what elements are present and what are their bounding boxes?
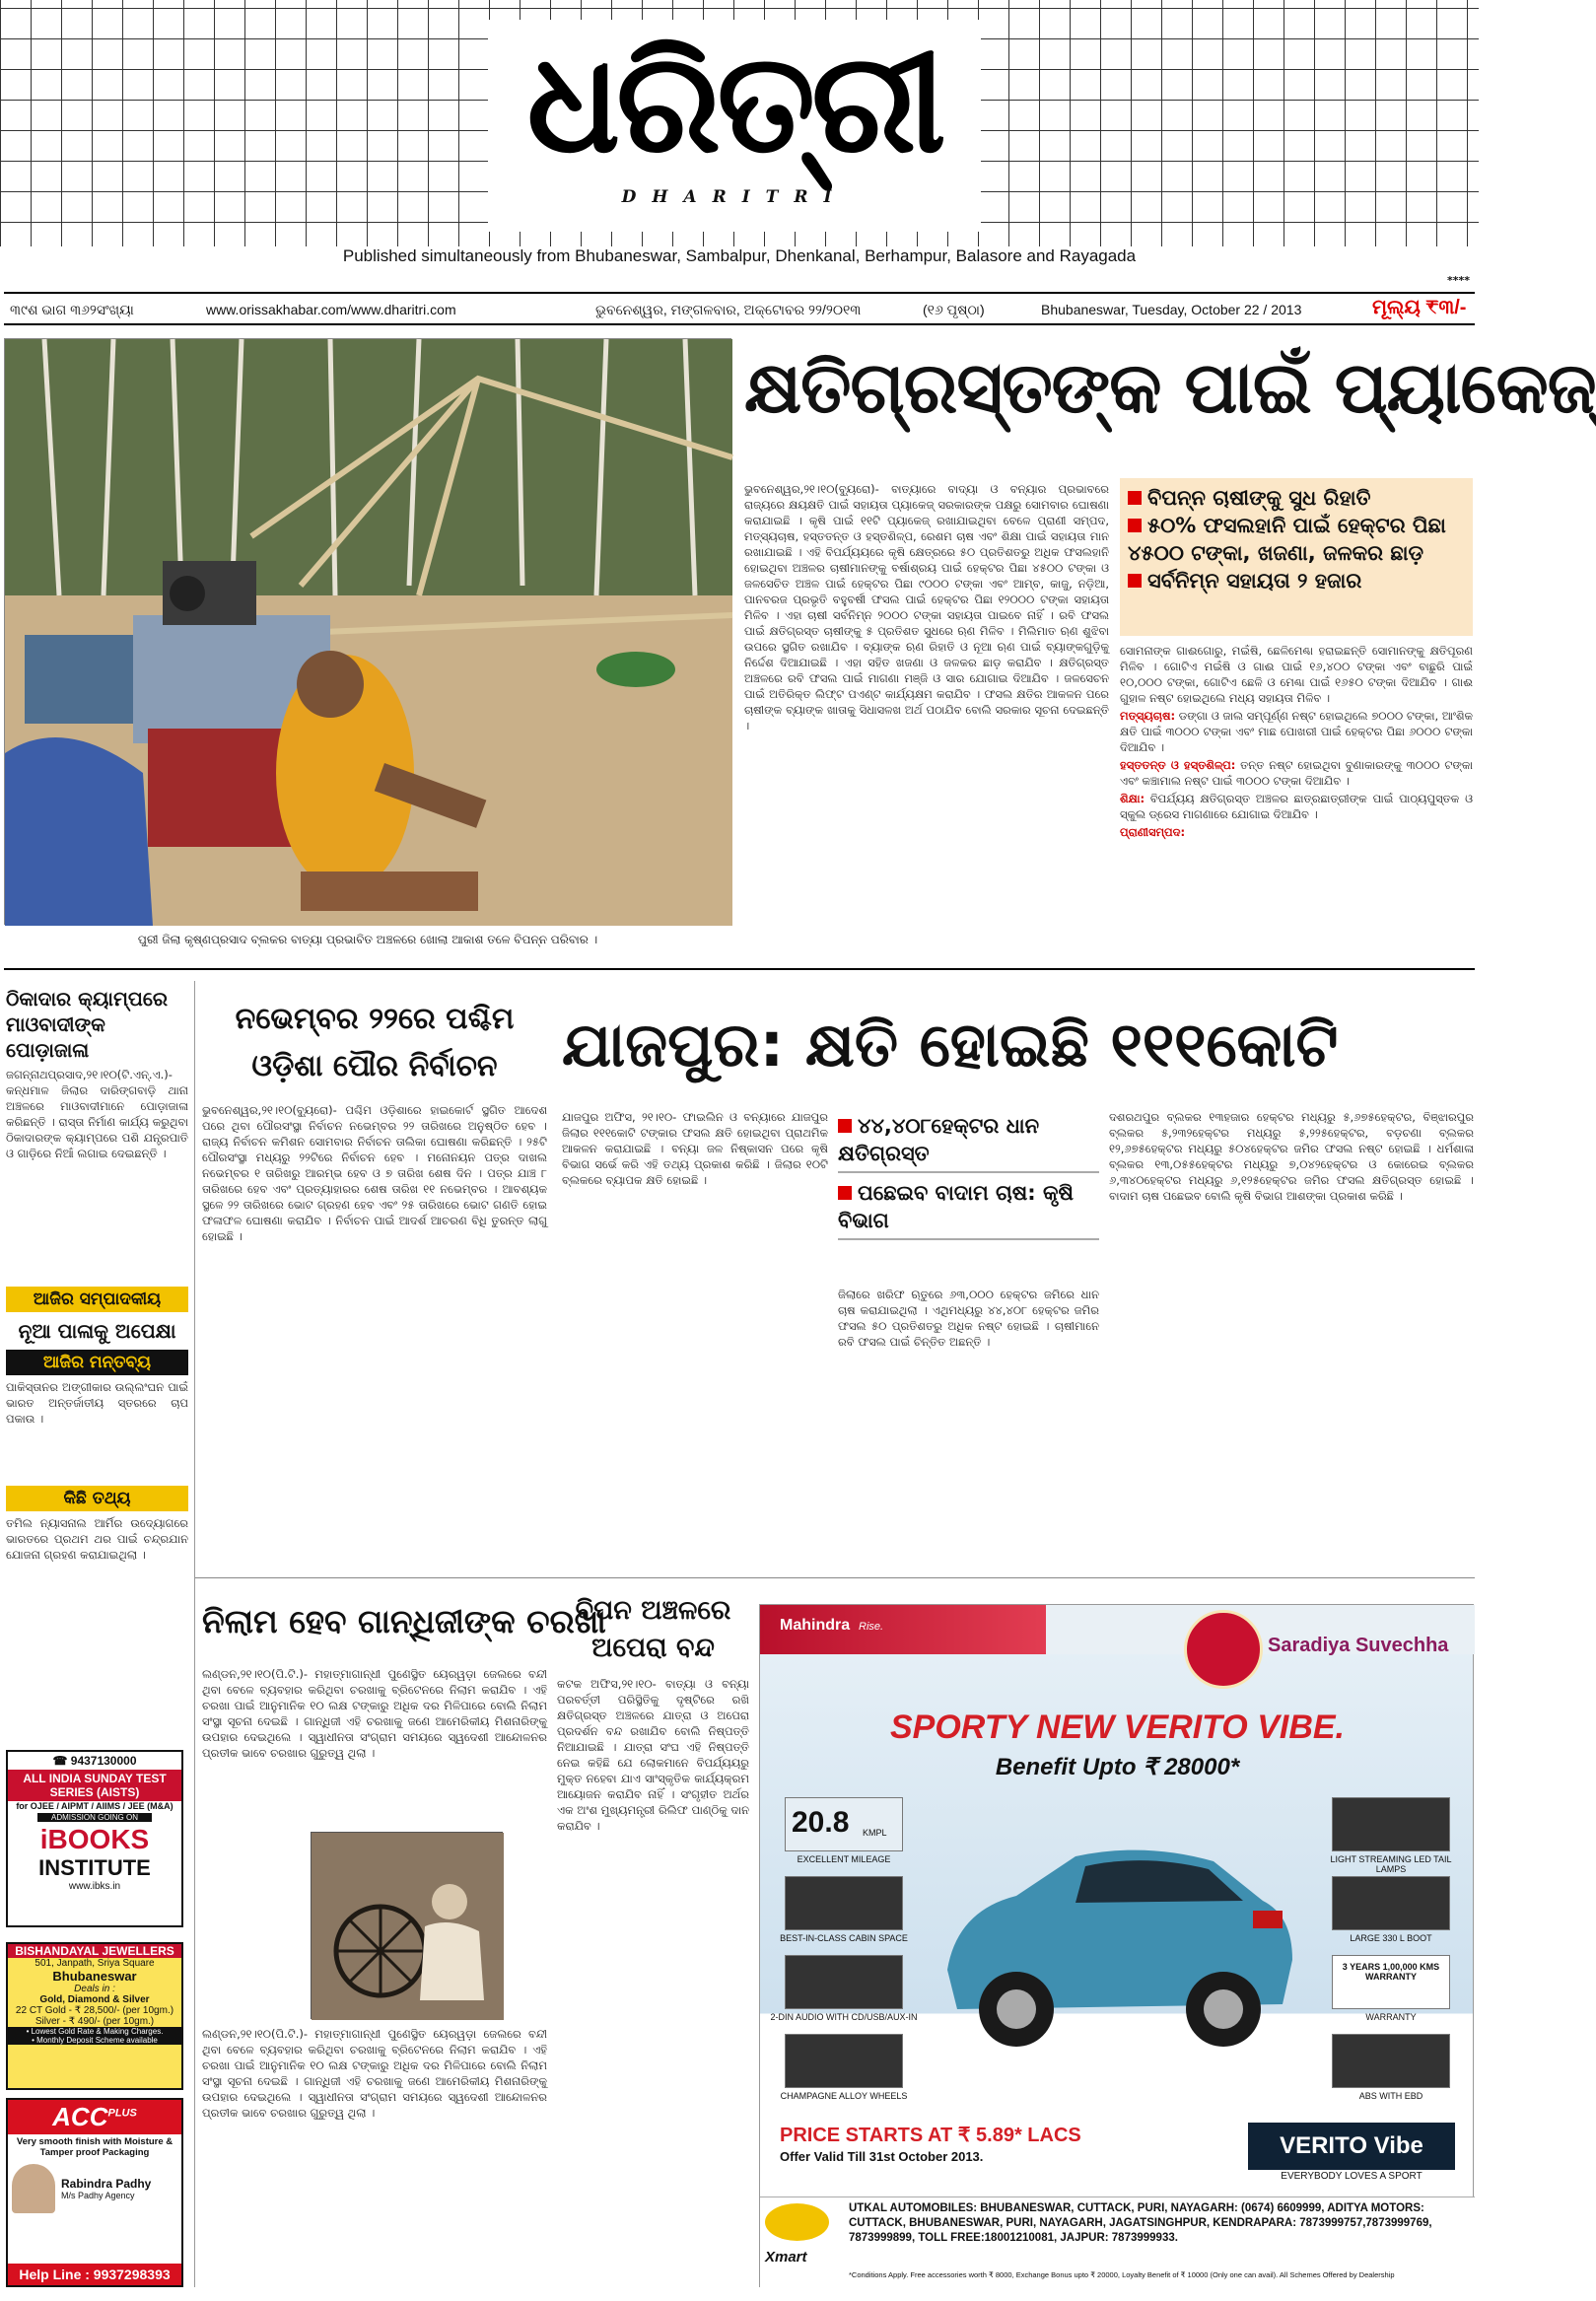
left-column xyxy=(6,986,188,1614)
jajpur-highlights xyxy=(838,1112,1099,1240)
highlight-item: ବିପନ୍ନ ଚାଷୀଙ୍କୁ ସୁଧ ରିହାତି xyxy=(1128,484,1465,512)
audio-tile xyxy=(785,1955,903,2009)
red-square-icon xyxy=(838,1119,852,1133)
section-rule xyxy=(195,1577,1475,1578)
lead-highlights xyxy=(1120,478,1473,636)
verito-tagline: EVERYBODY LOVES A SPORT xyxy=(1281,2171,1423,2182)
silver-rate: Silver - ₹ 490/- (per 10gm.) xyxy=(35,2016,155,2027)
agent-role: M/s Padhy Agency xyxy=(61,2191,135,2200)
abs-tile xyxy=(1332,2034,1450,2088)
highlight-item: ୪୪,୪୦୮ହେକ୍ଟର ଧାନ କ୍ଷତିଗ୍ରସ୍ତ xyxy=(838,1112,1099,1173)
xmart-logo: Xmart xyxy=(765,2249,807,2266)
lead-photo[interactable] xyxy=(4,338,731,925)
red-square-icon xyxy=(1128,491,1142,505)
published-line: Published simultaneously from Bhubaneswar, Sambalpur, Dhenkanal, Berhampur, Balasore and Rayagada xyxy=(342,246,1137,265)
jajpur-headline[interactable]: ଯାଜପୁର: କ୍ଷତି ହୋଇଛି ୧୧୧କୋଟି xyxy=(562,1009,1339,1081)
feature-label: EXCELLENT MILEAGE xyxy=(797,1854,891,1864)
ibooks-institute: INSTITUTE xyxy=(38,1855,151,1880)
mahindra-logo: Mahindra xyxy=(780,1617,851,1634)
cover-price: ମୂଲ୍ୟ ₹୩/- xyxy=(1372,297,1467,318)
red-square-icon xyxy=(1128,519,1142,532)
feature-label: WARRANTY xyxy=(1365,2012,1417,2022)
column-divider xyxy=(194,981,195,2287)
dealer-list: UTKAL AUTOMOBILES: BHUBANESWAR, CUTTACK, PURI, NAYAGARH: (0674) 6609999, ADITYA MOTORS: CUTTACK, BHUBANESWAR, PURI, NAYAGARH, JAGATSINGHPUR, KENDRAPARA: 7873999757,7873999769, 7873999899, TOLL FREE:18001210081, JAJPUR: 7873999933. xyxy=(849,2202,1432,2244)
mileage-unit: KMPL xyxy=(863,1828,887,1838)
ibooks-series: ALL INDIA SUNDAY TEST SERIES (AISTS) xyxy=(8,1770,181,1801)
ad-offer: Offer Valid Till 31st October 2013. xyxy=(780,2149,984,2164)
mahindra-advertisement[interactable] xyxy=(759,1604,1474,2287)
ibooks-web: www.ibks.in xyxy=(68,1881,121,1892)
poll-body: ଭୁବନେଶ୍ୱର,୨୧।୧୦(ବ୍ୟୁରୋ)- ପଶ୍ଚିମ ଓଡ଼ିଶାରେ ହାଇକୋର୍ଟ ସ୍ଥଗିତ ଆଦେଶ ପରେ ଥିବା ପୌରସଂସ୍ଥା ନିର୍ବାଚନ ନଭେମ୍ବର ୨୨ ତାରିଖରେ ଅନୁଷ୍ଠିତ ହେବ । ରାଜ୍ୟ ନିର୍ବାଚନ କମିଶନ ସୋମବାର ନିର୍ବାଚନ ତାଲିକା ଘୋଷଣା କରିଛନ୍ତି । ୨୫ଟି ପୌରସଂସ୍ଥା ମଧ୍ୟରୁ ୨୨ଟିରେ ନିର୍ବାଚନ ହେବ । ମନୋନୟନ ପତ୍ର ଦାଖଲ ନଭେମ୍ବର ୧ ତାରିଖରୁ ଆରମ୍ଭ ହେବ ଓ ୭ ତାରିଖ ଶେଷ ଦିନ । ପତ୍ର ଯାଞ୍ଚ ୮ ତାରିଖରେ ହେବ ଏବଂ ପ୍ରତ୍ୟାହାରର ଶେଷ ତାରିଖ ୧୧ ନଭେମ୍ବର । ଆବଶ୍ୟକ ସ୍ଥଳେ ୨୨ ତାରିଖରେ ଭୋଟ ଗ୍ରହଣ ହେବ ଏବଂ ୨୫ ତାରିଖରେ ଭୋଟ ଗଣତି ହୋଇ ଫଳାଫଳ ଘୋଷଣା କରାଯିବ । ନିର୍ବାଚନ ପାଇଁ ଆଦର୍ଶ ଆଚରଣ ବିଧି ତୁରନ୍ତ ଲାଗୁ ହୋଇଛି । xyxy=(202,1103,547,1243)
gandhi-body-top: ଲଣ୍ଡନ,୨୧।୧୦(ପି.ଟି.)- ମହାତ୍ମାଗାନ୍ଧୀ ପୁଣେସ୍ଥିତ ୟେରୱଡ଼ା ଜେଲରେ ବନ୍ଦୀ ଥିବା ବେଳେ ବ୍ୟବହାର କରିଥିବା ଚରଖାକୁ ବ୍ରିଟେନରେ ନିଲାମ କରାଯିବ । ଏହି ଚରଖା ପାଇଁ ଆନୁମାନିକ ୧୦ ଲକ୍ଷ ଟଙ୍କାରୁ ଅଧିକ ଦର ମିଳିପାରେ ବୋଲି ନିଲାମ ସଂସ୍ଥା ସୂଚନା ଦେଇଛି । ଗାନ୍ଧିଜୀ ଏହି ଚରଖାକୁ ଜଣେ ଆମେରିକୀୟ ମିଶନାରିଙ୍କୁ ଉପହାର ଦେଇଥିଲେ । ସ୍ୱାଧୀନତା ସଂଗ୍ରାମ ସମୟରେ ସ୍ୱଦେଶୀ ଆନ୍ଦୋଳନର ପ୍ରତୀକ ଭାବେ ଚରଖାର ଗୁରୁତ୍ୱ ଥିଲା । xyxy=(202,1667,547,1760)
logo-latin: DHARITRI xyxy=(621,187,848,207)
keyword: ଶିକ୍ଷା: xyxy=(1120,792,1145,805)
tail-lamp-tile xyxy=(1332,1797,1450,1851)
acc-helpline: Help Line : 9937298393 xyxy=(8,2264,181,2285)
lead-body-col2 xyxy=(1120,643,1473,943)
maoist-headline[interactable]: ଠିକାଦାର କ୍ୟାମ୍ପରେ ମାଓବାଦୀଙ୍କ ପୋଡ଼ାଜାଳା xyxy=(6,987,169,1062)
gandhi-headline[interactable]: ନିଲାମ ହେବ ଗାନ୍ଧିଜୀଙ୍କ ଚରଖା xyxy=(202,1602,606,1640)
jewellers-name: BISHANDAYAL JEWELLERS xyxy=(8,1944,181,1958)
verito-logo: VERITO Vibe xyxy=(1248,2123,1455,2170)
feature-label: 2-DIN AUDIO WITH CD/USB/AUX-IN xyxy=(770,2012,918,2022)
comment-body: ପାକିସ୍ତାନର ଅଙ୍ଗୀକାର ଉଲ୍ଲଂଘନ ପାଇଁ ଭାରତ ଅନ୍ତର୍ଜାତୀୟ ସ୍ତରରେ ଚାପ ପକାଉ । xyxy=(6,1380,188,1426)
highlight-item: ପଛେଇବ ବାଦାମ ଚାଷ: କୃଷି ବିଭାଗ xyxy=(838,1179,1099,1240)
feature-label: LIGHT STREAMING LED TAIL LAMPS xyxy=(1330,1854,1452,1874)
jewellers-deals: Deals in : xyxy=(74,1984,115,1994)
ad-benefit: Benefit Upto ₹ 28000* xyxy=(995,1754,1240,1780)
website-link[interactable]: www.orissakhabar.com/www.dharitri.com xyxy=(206,302,456,317)
odia-date: ଭୁବନେଶ୍ୱର, ମଙ୍ଗଳବାର, ଅକ୍ଟୋବର ୨୨/୨୦୧୩ xyxy=(595,302,862,317)
poll-headline[interactable]: ନଭେମ୍ବର ୨୨ରେ ପଶ୍ଚିମ ଓଡ଼ିଶା ପୌର ନିର୍ବାଚନ xyxy=(235,1002,515,1083)
ad-headline: SPORTY NEW VERITO VIBE. xyxy=(890,1708,1345,1746)
spinning-wheel-photo xyxy=(312,1833,504,2020)
ibooks-phone: ☎ 9437130000 xyxy=(52,1754,137,1768)
relief-body: କଟକ ଅଫିସ,୨୧।୧୦- ବାତ୍ୟା ଓ ବନ୍ୟା ପରବର୍ତ୍ତୀ ପରିସ୍ଥିତିକୁ ଦୃଷ୍ଟିରେ ରଖି କ୍ଷତିଗ୍ରସ୍ତ ଅଞ୍ଚଳରେ ଯାତ୍ରା ଓ ଅପେରା ପ୍ରଦର୍ଶନ ବନ୍ଦ ରଖାଯିବ ବୋଲି ନିଷ୍ପତ୍ତି ନିଆଯାଇଛି । ଯାତ୍ରା ସଂଘ ଏହି ନିଷ୍ପତ୍ତି ନେଇ କହିଛି ଯେ ଲୋକମାନେ ବିପର୍ଯ୍ୟୟରୁ ମୁକ୍ତ ନହେବା ଯାଏ ସାଂସ୍କୃତିକ କାର୍ଯ୍ୟକ୍ରମ ଆୟୋଜନ କରାଯିବ ନାହିଁ । ସଂଗୃହୀତ ଅର୍ଥର ଏକ ଅଂଶ ମୁଖ୍ୟମନ୍ତ୍ରୀ ରିଲିଫ ପାଣ୍ଠିକୁ ଦାନ କରାଯିବ । xyxy=(557,1677,749,1833)
red-square-icon xyxy=(1128,574,1142,588)
editorial-title[interactable]: ନୂଆ ପାଳାକୁ ଅପେକ୍ଷା xyxy=(18,1319,176,1343)
mileage-tile xyxy=(785,1797,903,1851)
maoist-body: ଜଗନ୍ନାଥପ୍ରସାଦ,୨୧।୧୦(ଟି.ଏନ୍.ଏ.)- କନ୍ଧମାଳ ଜିଲାର ଦାରିଙ୍ଗବାଡ଼ି ଥାନା ଅଞ୍ଚଳରେ ମାଓବାଦୀମାନେ ପୋଡ଼ାଜାଳା କରିଛନ୍ତି । ରାସ୍ତା ନିର୍ମାଣ କାର୍ଯ୍ୟ କରୁଥିବା ଠିକାଦାରଙ୍କ କ୍ୟାମ୍ପରେ ପଶି ଯନ୍ତ୍ରପାତି ଓ ଗାଡ଼ିରେ ନିଆଁ ଲଗାଇ ଦେଇଛନ୍ତି । xyxy=(6,1068,188,1160)
ad-fine-print: *Conditions Apply. Free accessories worth ₹ 8000, Exchange Bonus upto ₹ 20000, Loyalty Benefit of ₹ 10000 (Only one can avail). All Schemes Offered by Dealership xyxy=(849,2270,1395,2279)
gold-rate: 22 CT Gold - ₹ 28,500/- (per 10gm.) xyxy=(15,2005,174,2016)
jajpur-body-col3: ଦଶରଥପୁର ବ୍ଲକର ୧୩ହଜାର ହେକ୍ଟର ମଧ୍ୟରୁ ୫,୬୭୫ହେକ୍ଟର, ବିଞ୍ଝାରପୁର ବ୍ଲକର ୫,୨୩୨ହେକ୍ଟର ମଧ୍ୟରୁ ୫,୨୨୫ହେକ୍ଟର, ବଡ଼ଚଣା ବ୍ଲକର ୧୨,୬୭୫ହେକ୍ଟର ମଧ୍ୟରୁ ୫୦୪ହେକ୍ଟର ଜମିର ଫସଲ ନଷ୍ଟ ହୋଇଛି । ଧର୍ମଶାଳା ବ୍ଲକର ୧୩,୦୫୫ହେକ୍ଟର ମଧ୍ୟରୁ ୭,୦୪୨ହେକ୍ଟର ଓ କୋରେଇ ବ୍ଲକର ୬,୩୪୦ହେକ୍ଟର ମଧ୍ୟରୁ ୬,୧୨୫ହେକ୍ଟର ଜମିର ଫସଲ କ୍ଷତିଗ୍ରସ୍ତ ହୋଇଛି । ବାଦାମ ଚାଷ ପଛେଇବ ବୋଲି କୃଷି ବିଭାଗ ଆଶଙ୍କା ପ୍ରକାଶ କରିଛି । xyxy=(1109,1110,1474,1203)
car-image xyxy=(928,1802,1302,2058)
jewellers-address: 501, Janpath, Sriya Square xyxy=(35,1958,155,1969)
festive-medallion-icon xyxy=(1184,1610,1263,1689)
cabin-tile xyxy=(785,1876,903,1930)
keyword: ପ୍ରାଣୀସମ୍ପଦ: xyxy=(1120,825,1186,839)
editorial-tag: ଆଜିର ସମ୍ପାଦକୀୟ xyxy=(6,1287,188,1312)
jewellers-note: • Lowest Gold Rate & Making Charges. xyxy=(8,2027,181,2036)
jewellers-items: Gold, Diamond & Silver xyxy=(39,1994,150,2005)
feature-label: BEST-IN-CLASS CABIN SPACE xyxy=(780,1933,908,1943)
section-rule xyxy=(4,968,1475,970)
mileage-value: 20.8 xyxy=(792,1806,850,1839)
red-square-icon xyxy=(838,1186,852,1200)
highlight-item: ୫୦% ଫସଲହାନି ପାଇଁ ହେକ୍ଟର ପିଛା ୪୫୦୦ ଟଙ୍କା, ଖଜଣା, ଜଳକର ଛାଡ଼ xyxy=(1128,514,1446,565)
lead-body-text: ଭୁବନେଶ୍ୱର,୨୧।୧୦(ବ୍ୟୁରୋ)- ବାତ୍ୟାରେ ବାଦ୍ୟା ଓ ବନ୍ୟାର ପ୍ରଭାବରେ ରାଜ୍ୟରେ କ୍ଷୟକ୍ଷତି ପାଇଁ ସହାୟତା ପ୍ୟାକେଜ୍ ସରକାରଙ୍କ ପକ୍ଷରୁ ସୋମବାର ଘୋଷଣା କରାଯାଇଛି । କୃଷି ପାଇଁ ୧୧ଟି ପ୍ୟାକେଜ୍ ରଖାଯାଇଥିବା ବେଳେ ପ୍ରାଣୀ ସମ୍ପଦ, ମତ୍ସ୍ୟଚାଷ, ହସ୍ତତନ୍ତ ଓ ହସ୍ତଶିଳ୍ପ, ରେଶମ ଚାଷ ଏବଂ ଶିକ୍ଷା ପାଇଁ ସହାୟତା ମାନ ରଖାଯାଇଛି । ଏହି ବିପର୍ଯ୍ୟୟରେ କୃଷି କ୍ଷେତ୍ରରେ ୫୦ ପ୍ରତିଶତରୁ ଅଧିକ ଫସଲହାନି ହୋଇଥିବା ଅଞ୍ଚଳର ଚାଷୀମାନଙ୍କୁ ବର୍ଷାଶ୍ରୟ ପାଇଁ ହେକ୍ଟର ପିଛା ୪୫୦୦ ଟଙ୍କା ଓ ଜଳସେଚିତ ଅଞ୍ଚଳ ପାଇଁ ହେକ୍ଟର ପିଛା ୯୦୦୦ ଟଙ୍କା ଏବଂ ଆମ୍ବ, କାଜୁ, ନଡ଼ିଆ, ପାନବରଜ ପ୍ରଭୃତି ବହୁବର୍ଷୀ ଫସଲ ପାଇଁ ହେକ୍ଟର ପିଛା ୧୨୦୦୦ ଟଙ୍କା ସହାୟତା ମିଳିବ । ଏହା ଚାଷୀ ସର୍ବନିମ୍ନ ୨୦୦୦ ଟଙ୍କା ସହାୟତା ପାଇବେ ନାହିଁ । ରବି ଫସଲ ପାଇଁ କ୍ଷତିଗ୍ରସ୍ତ ଚାଷୀଙ୍କୁ ୫ ପ୍ରତିଶତ ସୁଧରେ ଋଣ ମିଳିବ । ମିଲିମାତ ଋଣ ଶୁଝିବା ଉପରେ ସ୍ଥଗିତ ରଖାଯିବ । ବ୍ୟାଙ୍କ ଋଣ ରିହାତି ଓ ନୂଆ ଋଣ ପାଇଁ ବ୍ୟାଙ୍କଗୁଡ଼ିକୁ ନିର୍ଦ୍ଦେଶ ଦିଆଯାଇଛି । ଏହା ସହିତ ଖଜଣା ଓ ଜଳକର ଛାଡ଼ କରାଯିବ । କ୍ଷତିଗ୍ରସ୍ତ ଅଞ୍ଚଳରେ ରବି ଫସଲ ପାଇଁ ମାଗଣା ମଞ୍ଜି ଓ ସାର ଯୋଗାଇ ଦିଆଯିବ । ଜଳସେଚନ ପାଇଁ ଅତିରିକ୍ତ ଲିଫ୍ଟ ପଏଣ୍ଟ କାର୍ଯ୍ୟକ୍ଷମ କରାଯିବ । ଫସଲ କ୍ଷତିର ଆକଳନ ପରେ ଚାଷୀଙ୍କ ବ୍ୟାଙ୍କ ଖାତାକୁ ସିଧାସଳଖ ଅର୍ଥ ପଠାଯିବ ବୋଲି ସରକାର ସୂଚନା ଦେଇଛନ୍ତି । xyxy=(744,482,1109,732)
lead-body-col1 xyxy=(744,481,1109,944)
body-paragraph: ଶିକ୍ଷା: ବିପର୍ଯ୍ୟୟ କ୍ଷତିଗ୍ରସ୍ତ ଅଞ୍ଚଳର ଛାତ୍ରଛାତ୍ରୀଙ୍କ ପାଇଁ ପାଠ୍ୟପୁସ୍ତକ ଓ ସ୍କୁଲ ଡ୍ରେସ ମାଗଣାରେ ଯୋଗାଇ ଦିଆଯିବ । xyxy=(1120,792,1473,821)
gandhi-body-bottom: ଲଣ୍ଡନ,୨୧।୧୦(ପି.ଟି.)- ମହାତ୍ମାଗାନ୍ଧୀ ପୁଣେସ୍ଥିତ ୟେରୱଡ଼ା ଜେଲରେ ବନ୍ଦୀ ଥିବା ବେଳେ ବ୍ୟବହାର କରିଥିବା ଚରଖାକୁ ବ୍ରିଟେନରେ ନିଲାମ କରାଯିବ । ଏହି ଚରଖା ପାଇଁ ଆନୁମାନିକ ୧୦ ଲକ୍ଷ ଟଙ୍କାରୁ ଅଧିକ ଦର ମିଳିପାରେ ବୋଲି ନିଲାମ ସଂସ୍ଥା ସୂଚନା ଦେଇଛି । ଗାନ୍ଧିଜୀ ଏହି ଚରଖାକୁ ଜଣେ ଆମେରିକୀୟ ମିଶନାରିଙ୍କୁ ଉପହାର ଦେଇଥିଲେ । ସ୍ୱାଧୀନତା ସଂଗ୍ରାମ ସମୟରେ ସ୍ୱଦେଶୀ ଆନ୍ଦୋଳନର ପ୍ରତୀକ ଭାବେ ଚରଖାର ଗୁରୁତ୍ୱ ଥିଲା । xyxy=(202,2027,547,2120)
flood-victim-photo xyxy=(5,339,732,926)
festive-title: Saradiya Suvechha xyxy=(1268,1635,1449,1656)
facts-tag: କିଛି ତଥ୍ୟ xyxy=(6,1486,188,1511)
ad-price: PRICE STARTS AT ₹ 5.89* LACS xyxy=(780,2125,1081,2146)
comment-tag: ଆଜିର ମନ୍ତବ୍ୟ xyxy=(6,1350,188,1375)
relief-headline[interactable]: ବିପନ ଅଞ୍ଚଳରେ ଅପେରା ବନ୍ଦ xyxy=(575,1595,731,1663)
gandhi-photo[interactable] xyxy=(311,1832,503,2019)
page-count: (୧୬ ପୃଷ୍ଠା) xyxy=(923,302,985,317)
jajpur-body-col1: ଯାଜପୁର ଅଫିସ, ୨୧।୧୦- ଫାଇଲିନ ଓ ବନ୍ୟାରେ ଯାଜପୁର ଜିଲାର ୧୧୧କୋଟି ଟଙ୍କାର ଫସଲ କ୍ଷତି ହୋଇଥିବା ପ୍ରାଥମିକ ଆକଳନ କରାଯାଇଛି । ବନ୍ୟା ଜଳ ନିଷ୍କାସନ ପରେ କୃଷି ବିଭାଗ ସର୍ଭେ କରି ଏହି ତଥ୍ୟ ପ୍ରକାଶ କରିଛି । ଜିଲାର ୧୦ଟି ବ୍ଲକରେ ବ୍ୟାପକ କ୍ଷତି ହୋଇଛି । xyxy=(562,1110,828,1187)
edition-stars: **** xyxy=(1447,274,1471,287)
feature-label: CHAMPAGNE ALLOY WHEELS xyxy=(780,2091,908,2101)
ibooks-ad[interactable] xyxy=(6,1750,183,1927)
dateline-bar xyxy=(4,292,1475,325)
alloy-tile xyxy=(785,2034,903,2088)
jewellers-note: • Monthly Deposit Scheme available xyxy=(8,2036,181,2045)
highlight-item: ସର୍ବନିମ୍ନ ସହାୟତା ୨ ହଜାର xyxy=(1128,567,1465,594)
keyword: ହସ୍ତତନ୍ତ ଓ ହସ୍ତଶିଳ୍ପ: xyxy=(1120,758,1236,772)
feature-label: LARGE 330 L BOOT xyxy=(1350,1933,1432,1943)
mahindra-tagline: Rise. xyxy=(859,1621,884,1633)
ibooks-admission: ADMISSION GOING ON xyxy=(37,1813,152,1822)
acc-line: Very smooth finish with Moisture & Tamper proof Packaging xyxy=(16,2136,173,2158)
dealer-strip xyxy=(760,2196,1475,2288)
english-date: Bhubaneswar, Tuesday, October 22 / 2013 xyxy=(1041,302,1302,317)
jewellers-ad[interactable] xyxy=(6,1942,183,2090)
agent-photo-icon xyxy=(12,2164,55,2213)
body-paragraph: ସୋମନାଙ୍କ ଗାଈଗୋରୁ, ମଇଁଷି, ଛେଳିମେଣ୍ଢା ହରାଇଛନ୍ତି ସୋମାନଙ୍କୁ କ୍ଷତିପୂରଣ ମିଳିବ । ଗୋଟିଏ ମଇଁଷି ଓ ଗାଈ ପାଇଁ ୧୬,୪୦୦ ଟଙ୍କା ଏବଂ ବାଛୁରି ପାଇଁ ୧୦,୦୦୦ ଟଙ୍କା, ଗୋଟିଏ ଛେଳି ଓ ମେଣ୍ଢା ପାଇଁ ୧୬୫୦ ଟଙ୍କା ଦିଆଯିବ । ଗାଈ ଗୁହାଳ ନଷ୍ଟ ହୋଇଥିଲେ ମଧ୍ୟ ସହାୟତା ମିଳିବ । xyxy=(1120,644,1473,705)
boot-tile xyxy=(1332,1876,1450,1930)
volume-number: ୩୯ଶ ଭାଗ ୩୬୨ସଂଖ୍ୟା xyxy=(10,302,134,317)
body-paragraph: ମତ୍ସ୍ୟଚାଷ: ଡଙ୍ଗା ଓ ଜାଲ ସମ୍ପୂର୍ଣ୍ଣ ନଷ୍ଟ ହୋଇଥିଲେ ୭୦୦୦ ଟଙ୍କା, ଆଂଶିକ କ୍ଷତି ପାଇଁ ୩୦୦୦ ଟଙ୍କା ଏବଂ ମାଛ ପୋଖରୀ ପାଇଁ ହେକ୍ଟର ପିଛା ୬୦୦୦ ଟଙ୍କା ଦିଆଯିବ । xyxy=(1120,709,1473,754)
logo-title: ଧରିତ୍ରୀ xyxy=(526,23,942,184)
ibooks-brand: iBOOKS xyxy=(39,1824,150,1854)
body-paragraph xyxy=(1120,824,1473,840)
lead-headline[interactable]: କ୍ଷତିଗ୍ରସ୍ତଙ୍କ ପାଇଁ ପ୍ୟାକେଜ୍ xyxy=(744,346,1596,429)
keyword: ମତ୍ସ୍ୟଚାଷ: xyxy=(1120,709,1176,723)
facts-body: ତମିଲ ନ୍ୟାସନାଲ ଆର୍ମିର ଉଦ୍ୟୋଗରେ ଭାରତରେ ପ୍ରଥମ ଥର ପାଇଁ ଚନ୍ଦ୍ରଯାନ ଯୋଜନା ଗ୍ରହଣ କରାଯାଇଥିଲା । xyxy=(6,1516,188,1562)
acc-ad[interactable] xyxy=(6,2098,183,2287)
body-paragraph: ହସ୍ତତନ୍ତ ଓ ହସ୍ତଶିଳ୍ପ: ତନ୍ତ ନଷ୍ଟ ହୋଇଥିବା ବୁଣାକାରଙ୍କୁ ୩୦୦୦ ଟଙ୍କା ଏବଂ କଞ୍ଚାମାଲ ନଷ୍ଟ ପାଇଁ ୩୦୦୦ ଟଙ୍କା ଦିଆଯିବ । xyxy=(1120,758,1473,788)
warranty-tile: 3 YEARS 1,00,000 KMS WARRANTY xyxy=(1332,1955,1450,2009)
with-you-logo-icon xyxy=(765,2203,829,2241)
jewellers-city: Bhubaneswar xyxy=(52,1969,137,1984)
masthead-logo[interactable] xyxy=(488,20,981,232)
photo-caption: ପୁରୀ ଜିଲା କୃଷ୍ଣପ୍ରସାଦ ବ୍ଲକର ବାତ୍ୟା ପ୍ରଭାବିତ ଅଞ୍ଚଳରେ ଖୋଲା ଆକାଶ ତଳେ ବିପନ୍ନ ପରିବାର । xyxy=(137,933,598,946)
agent-name: Rabindra Padhy xyxy=(61,2177,152,2191)
ibooks-exams: for OJEE / AIPMT / AIIMS / JEE (M&A) xyxy=(16,1801,173,1811)
acc-brand: $ACC^{PLUS}$ xyxy=(8,2100,181,2134)
feature-label: ABS WITH EBD xyxy=(1358,2091,1423,2101)
jajpur-body-col2: ଜିଲାରେ ଖରିଫ ଋତୁରେ ୬୩,୦୦୦ ହେକ୍ଟର ଜମିରେ ଧାନ ଚାଷ କରାଯାଇଥିଲା । ଏଥିମଧ୍ୟରୁ ୪୪,୪୦୮ ହେକ୍ଟର ଜମିର ଫସଲ ୫୦ ପ୍ରତିଶତରୁ ଅଧିକ ନଷ୍ଟ ହୋଇଛି । ଚାଷୀମାନେ ରବି ଫସଲ ପାଇଁ ଚିନ୍ତିତ ଅଛନ୍ତି । xyxy=(838,1288,1099,1349)
